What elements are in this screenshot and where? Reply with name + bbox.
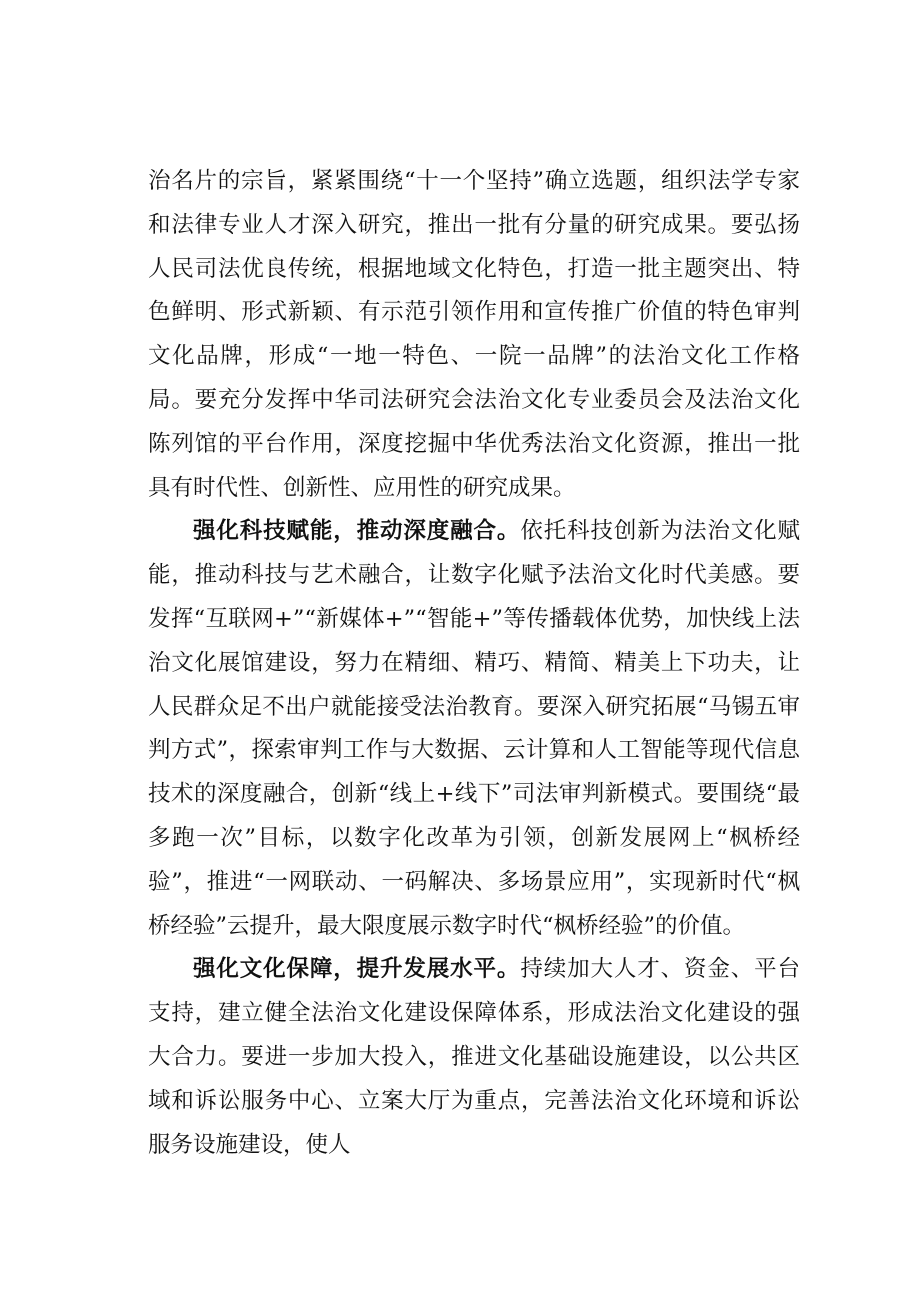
article-body xyxy=(148,160,800,1167)
paragraph-tech-empowerment xyxy=(148,510,800,948)
paragraph-continuation xyxy=(148,160,800,510)
paragraph-culture-guarantee xyxy=(148,948,800,1167)
paragraph-text: 依托科技创新为法治文化赋能，推动科技与艺术融合，让数字化赋予法治文化时代美感。要发挥“互联网+”“新媒体+”“智能+”等传播载体优势，加快线上法治文化展馆建设，努力在精细、精巧、精简、精美上下功夫，让人民群众足不出户就能接受法治教育。要深入研究拓展“马锡五审判方式”，探索审判工作与大数据、云计算和人工智能等现代信息技术的深度融合，创新“线上+线下”司法审判新模式。要围绕“最多跑一次”目标，以数字化改革为引领，创新发展网上“枫桥经验”，推进“一网联动、一码解决、多场景应用”，实现新时代“枫桥经验”云提升，最大限度展示数字时代“枫桥经验”的价值。 xyxy=(148,518,800,939)
paragraph-text: 持续加大人才、资金、平台支持，建立健全法治文化建设保障体系，形成法治文化建设的强大合力。要进一步加大投入，推进文化基础设施建设，以公共区域和诉讼服务中心、立案大厅为重点，完善法治文化环境和诉讼服务设施建设，使人 xyxy=(148,956,800,1158)
paragraph-text: 治名片的宗旨，紧紧围绕“十一个坚持”确立选题，组织法学专家和法律专业人才深入研究，推出一批有分量的研究成果。要弘扬人民司法优良传统，根据地域文化特色，打造一批主题突出、特色鲜明、形式新颖、有示范引领作用和宣传推广价值的特色审判文化品牌，形成“一地一特色、一院一品牌”的法治文化工作格局。要充分发挥中华司法研究会法治文化专业委员会及法治文化陈列馆的平台作用，深度挖掘中华优秀法治文化资源，推出一批具有时代性、创新性、应用性的研究成果。 xyxy=(148,168,800,501)
paragraph-heading: 强化文化保障，提升发展水平。 xyxy=(193,956,521,983)
paragraph-heading: 强化科技赋能，推动深度融合。 xyxy=(193,518,521,545)
